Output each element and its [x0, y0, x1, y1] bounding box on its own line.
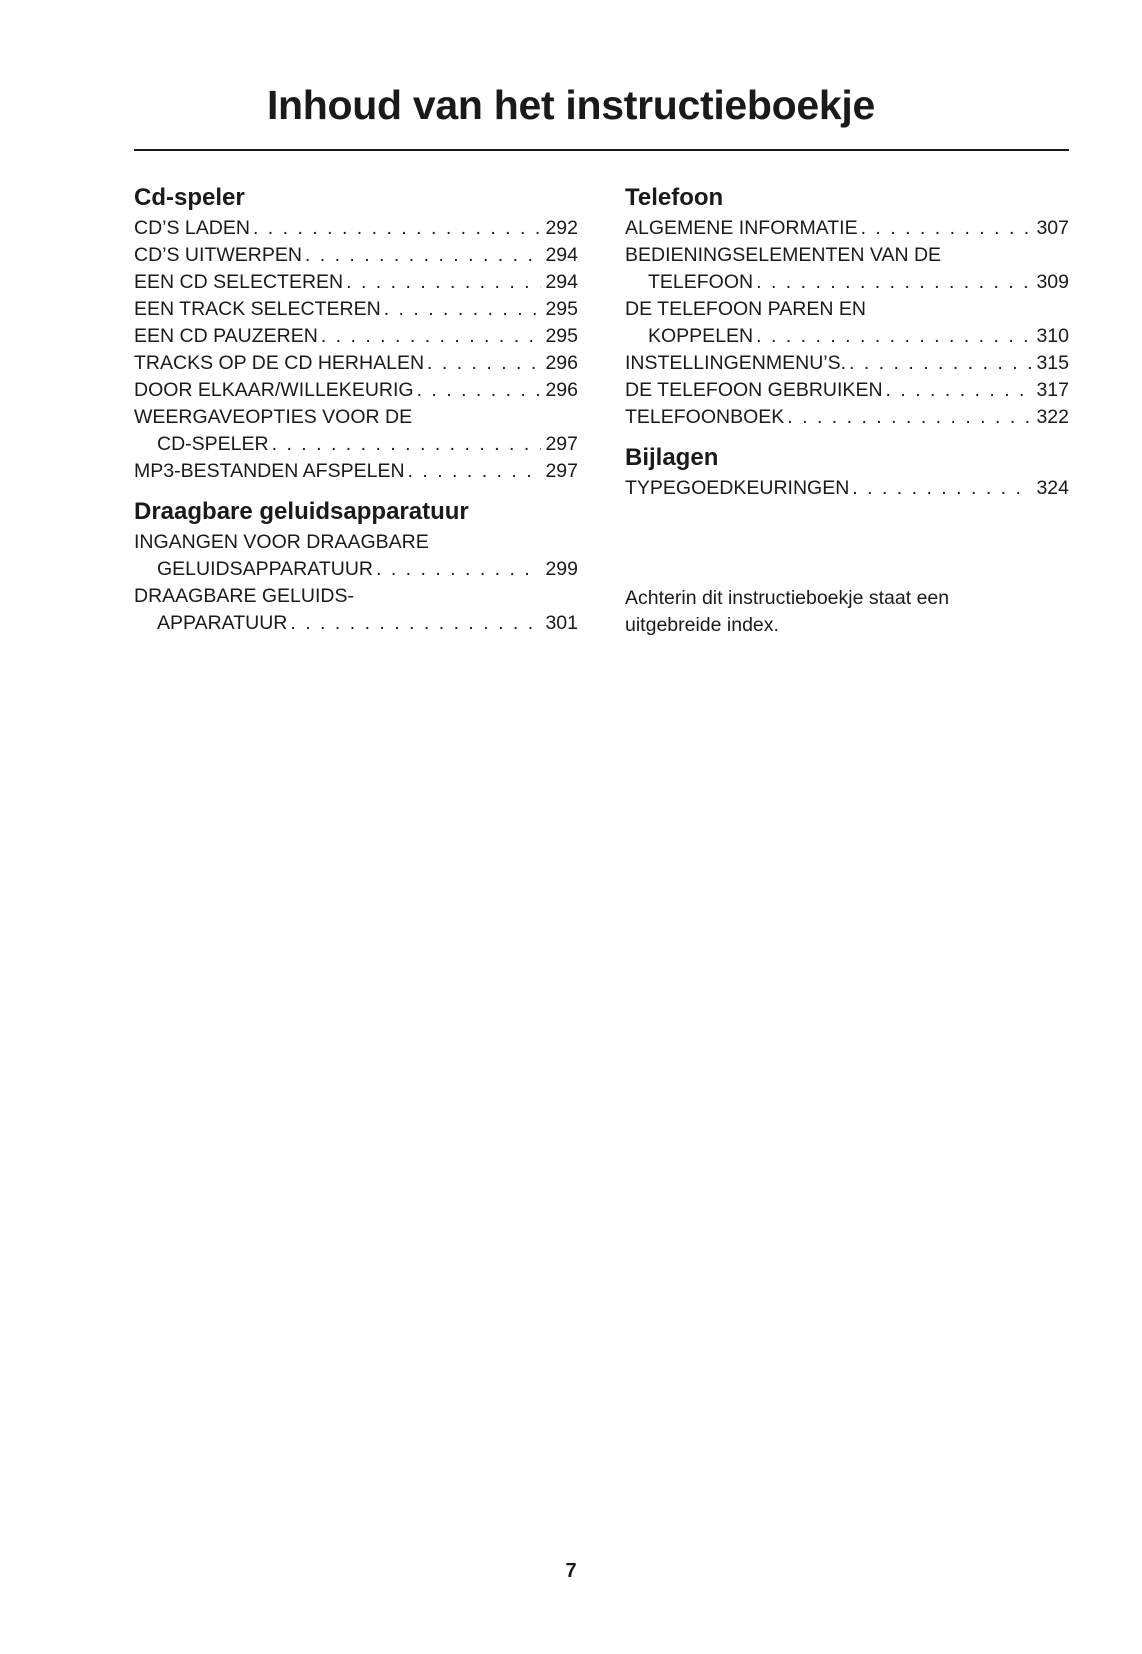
dot-leader: [417, 377, 542, 404]
toc-entry-page: 297: [545, 460, 578, 482]
dot-leader: [384, 296, 542, 323]
toc-entry-title: CD’S LADEN: [134, 217, 250, 239]
toc-entry-title: EEN CD PAUZEREN: [134, 325, 318, 347]
dot-leader: [787, 404, 1032, 431]
toc-entry-page: 310: [1036, 325, 1069, 347]
dot-leader: [321, 323, 542, 350]
toc-entry-page: 295: [545, 325, 578, 347]
index-note-line-1: Achterin dit instructieboekje staat een: [625, 587, 950, 609]
toc-entry-title-continued: GELUIDSAPPARATUUR: [157, 558, 373, 580]
toc-entry[interactable]: [625, 296, 1069, 350]
toc-entry-title: WEERGAVEOPTIES VOOR DE: [134, 406, 413, 428]
toc-entry[interactable]: [625, 404, 1069, 431]
section-heading-telefoon: Telefoon: [625, 184, 724, 211]
dot-leader: [852, 475, 1032, 502]
toc-entry[interactable]: [134, 323, 578, 350]
toc-entry-page: 294: [545, 271, 578, 293]
toc-entry-title: EEN TRACK SELECTEREN: [134, 298, 381, 320]
toc-entry[interactable]: [625, 350, 1069, 377]
toc-entry-title: INGANGEN VOOR DRAAGBARE: [134, 531, 429, 553]
dot-leader: [427, 350, 541, 377]
dot-leader: [253, 215, 542, 242]
toc-entry-title: BEDIENINGSELEMENTEN VAN DE: [625, 244, 942, 266]
dot-leader: [756, 269, 1032, 296]
page-number: 7: [565, 1560, 577, 1582]
section-heading-bijlagen: Bijlagen: [625, 444, 719, 471]
toc-entry-page: 307: [1036, 217, 1069, 239]
toc-entry-page: 309: [1036, 271, 1069, 293]
toc-entry-title-continued: KOPPELEN: [648, 325, 754, 347]
toc-entry-title: TRACKS OP DE CD HERHALEN: [134, 352, 425, 374]
toc-entry-title: DE TELEFOON GEBRUIKEN: [625, 379, 883, 401]
toc-entry-page: 299: [545, 558, 578, 580]
toc-entry[interactable]: [134, 350, 578, 377]
right-column: [625, 181, 1069, 502]
page-title: Inhoud van het instructieboekje: [266, 82, 876, 128]
dot-leader: [408, 458, 542, 485]
toc-entry[interactable]: [134, 242, 578, 269]
toc-entry[interactable]: [134, 529, 578, 583]
toc-entry[interactable]: [625, 475, 1069, 502]
toc-entry-title-continued: CD-SPELER: [157, 433, 269, 455]
toc-entry-title: DRAAGBARE GELUIDS-: [134, 585, 354, 607]
toc-entry-title: ALGEMENE INFORMATIE: [625, 217, 858, 239]
toc-entry-page: 317: [1036, 379, 1069, 401]
section-heading-cd-speler: Cd-speler: [134, 184, 245, 211]
index-note: [625, 585, 1069, 639]
toc-entry[interactable]: [625, 242, 1069, 296]
toc-entry-page: 296: [545, 379, 578, 401]
toc-entry-page: 324: [1036, 477, 1069, 499]
toc-entry[interactable]: [134, 269, 578, 296]
toc-entry-page: 322: [1036, 406, 1069, 428]
toc-entry[interactable]: [134, 458, 578, 485]
dot-leader: [756, 323, 1032, 350]
toc-entry-page: 301: [545, 612, 578, 634]
toc-entry-title: DOOR ELKAAR/WILLEKEURIG: [134, 379, 414, 401]
toc-entry-title: EEN CD SELECTEREN: [134, 271, 344, 293]
left-column: [134, 181, 578, 637]
toc-entry-title: DE TELEFOON PAREN EN: [625, 298, 866, 320]
toc-entry-title: TYPEGOEDKEURINGEN: [625, 477, 850, 499]
toc-entry-page: 296: [545, 352, 578, 374]
toc-entry-title-continued: APPARATUUR: [157, 612, 288, 634]
toc-entry-title-continued: TELEFOON: [648, 271, 754, 293]
dot-leader: [305, 242, 542, 269]
toc-entry[interactable]: [134, 404, 578, 458]
toc-entry[interactable]: [134, 377, 578, 404]
toc-entry-title: TELEFOONBOEK: [625, 406, 785, 428]
toc-entry-page: 315: [1036, 352, 1069, 374]
toc-entry[interactable]: [625, 377, 1069, 404]
toc-entry-title: MP3-BESTANDEN AFSPELEN: [134, 460, 405, 482]
dot-leader: [886, 377, 1033, 404]
toc-entry-title: CD’S UITWERPEN: [134, 244, 302, 266]
dot-leader: [290, 610, 541, 637]
toc-entry[interactable]: [134, 215, 578, 242]
toc-entry[interactable]: [134, 583, 578, 637]
toc-entry-title: INSTELLINGENMENU’S.: [625, 352, 847, 374]
dot-leader: [861, 215, 1033, 242]
toc-entry-page: 292: [545, 217, 578, 239]
index-note-line-2: uitgebreide index.: [625, 614, 779, 636]
dot-leader: [376, 556, 541, 583]
toc-entry[interactable]: [134, 296, 578, 323]
title-divider: [134, 149, 1069, 151]
toc-entry-page: 295: [545, 298, 578, 320]
section-heading-draagbare-geluidsapparatuur: Draagbare geluidsapparatuur: [134, 498, 469, 525]
dot-leader: [272, 431, 542, 458]
dot-leader: [346, 269, 541, 296]
toc-entry-page: 294: [545, 244, 578, 266]
toc-entry[interactable]: [625, 215, 1069, 242]
dot-leader: [849, 350, 1032, 377]
toc-entry-page: 297: [545, 433, 578, 455]
